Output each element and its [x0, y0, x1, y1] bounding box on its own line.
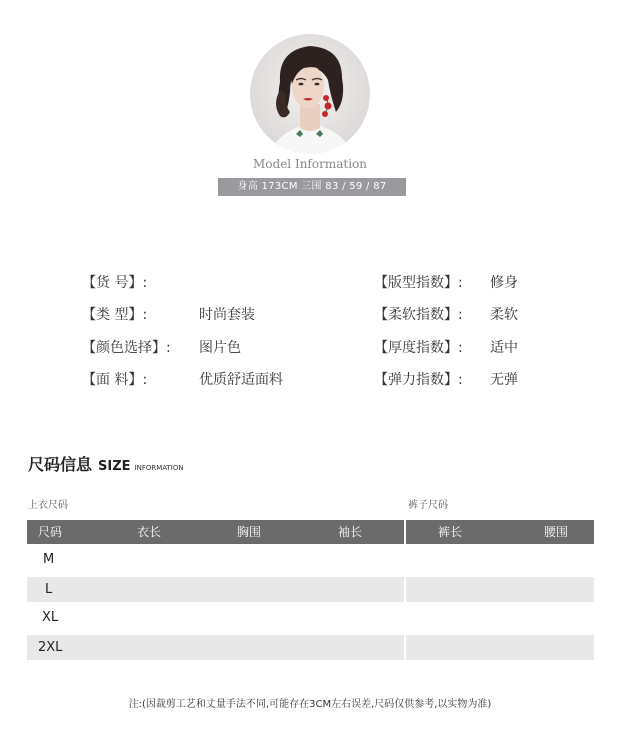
spec-row-color: [82, 338, 241, 358]
spec-value: 无弹: [490, 372, 518, 388]
spec-row-type: [82, 305, 255, 325]
model-stats-badge: 身高 173CM 三围 83 / 59 / 87: [218, 178, 406, 196]
header-waist: 腰围: [544, 525, 569, 539]
model-portrait-icon: [250, 34, 370, 154]
spec-value: 时尚套装: [199, 307, 255, 323]
header-sleeve: 袖长: [338, 525, 363, 539]
spec-label: 【弹力指数】:: [374, 372, 463, 388]
size-cell: 2XL: [38, 640, 63, 655]
spec-label: 【货 号】:: [82, 275, 148, 291]
spec-value: 优质舒适面料: [199, 372, 283, 388]
model-photo: [250, 34, 370, 154]
header-bust: 胸围: [237, 525, 262, 539]
spec-label: 【类 型】:: [82, 307, 148, 323]
header-length: 衣长: [137, 525, 162, 539]
size-cell: XL: [42, 610, 59, 625]
spec-label: 【版型指数】:: [374, 275, 463, 291]
spec-value: 适中: [490, 340, 518, 356]
size-cell: L: [45, 582, 53, 597]
header-pants-length: 裤长: [438, 525, 463, 539]
spec-label: 【厚度指数】:: [374, 340, 463, 356]
spec-label: 【面 料】:: [82, 372, 148, 388]
size-cell: M: [43, 552, 55, 567]
spec-row-softness-index: [374, 305, 518, 325]
table-row: [27, 577, 594, 602]
table-divider: [404, 520, 406, 661]
spec-label: 【柔软指数】:: [374, 307, 463, 323]
size-title-cn: 尺码信息: [28, 455, 93, 474]
spec-row-fit-index: [374, 273, 518, 293]
size-section-title: [28, 455, 184, 475]
pants-size-group-label: 裤子尺码: [408, 500, 448, 511]
table-row: [27, 635, 594, 660]
spec-value: 图片色: [199, 340, 241, 356]
spec-row-thickness-index: [374, 338, 518, 358]
size-title-en-small: INFORMATION: [134, 464, 184, 472]
model-caption: Model Information: [253, 157, 367, 171]
spec-value: 柔软: [490, 307, 518, 323]
table-row: [27, 547, 594, 572]
top-size-table-header: [27, 520, 404, 544]
footnote: 注:(因裁剪工艺和丈量手法不同,可能存在3CM左右误差,尺码仅供参考,以实物为准): [128, 699, 492, 710]
table-row: [27, 605, 594, 630]
pants-size-table-header: [406, 520, 594, 544]
top-size-group-label: 上衣尺码: [28, 500, 68, 511]
spec-label: 【颜色选择】:: [82, 340, 171, 356]
spec-row-elasticity-index: [374, 370, 518, 390]
spec-row-item-number: [82, 273, 192, 293]
spec-row-fabric: [82, 370, 283, 390]
size-title-en: SIZE: [98, 459, 131, 474]
spec-value: 修身: [490, 275, 518, 291]
header-size: 尺码: [38, 525, 63, 539]
